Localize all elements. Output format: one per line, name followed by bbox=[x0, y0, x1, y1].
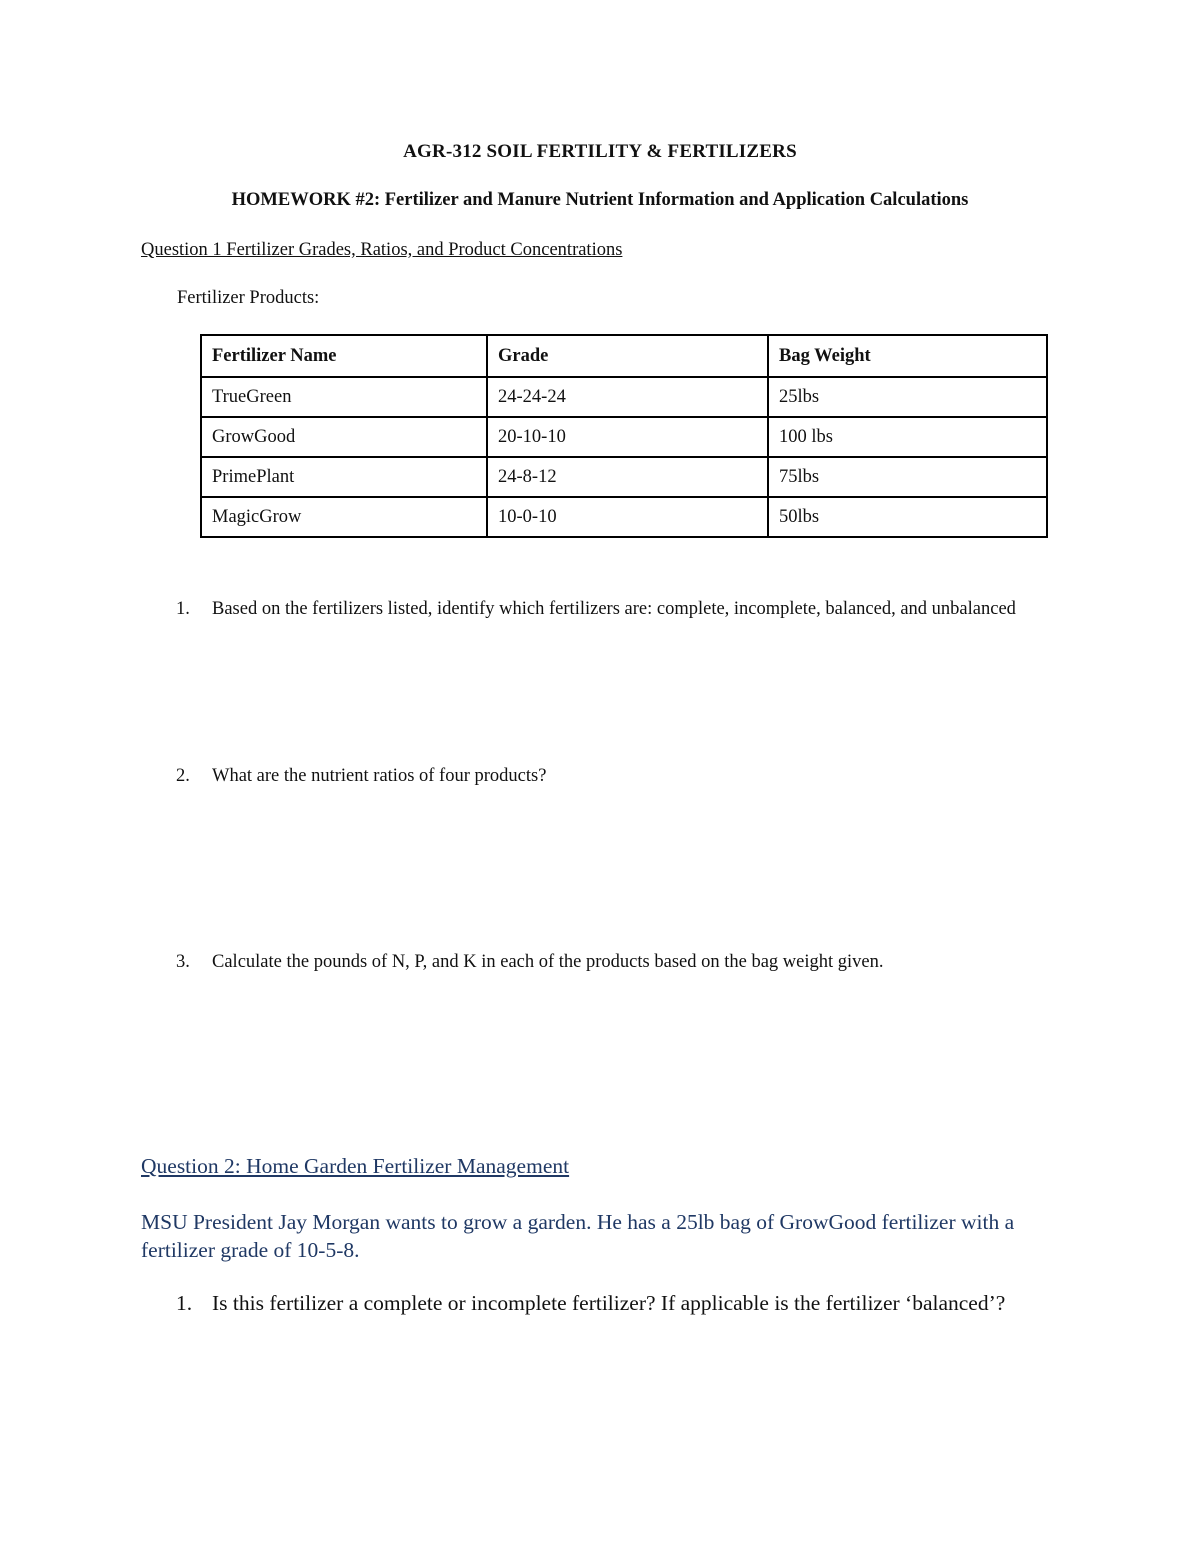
fertilizer-products-table bbox=[200, 334, 1048, 538]
cell-grade: 10-0-10 bbox=[487, 497, 768, 537]
cell-bag-weight: 100 lbs bbox=[768, 417, 1047, 457]
cell-bag-weight: 50lbs bbox=[768, 497, 1047, 537]
cell-grade: 24-24-24 bbox=[487, 377, 768, 417]
fertilizer-products-label: Fertilizer Products: bbox=[177, 288, 320, 308]
item-number: 1. bbox=[176, 599, 190, 619]
item-text: Based on the fertilizers listed, identify which fertilizers are: complete, incomplete, balanced, and unbalanced bbox=[212, 599, 1016, 619]
question1-item-2 bbox=[141, 763, 1061, 790]
column-header-grade: Grade bbox=[487, 335, 768, 377]
item-text: What are the nutrient ratios of four products? bbox=[212, 766, 547, 786]
cell-fertilizer-name: PrimePlant bbox=[201, 457, 487, 497]
table-row bbox=[201, 377, 1047, 417]
question2-heading: Question 2: Home Garden Fertilizer Management bbox=[141, 1154, 570, 1178]
table-header-row bbox=[201, 335, 1047, 377]
cell-grade: 24-8-12 bbox=[487, 457, 768, 497]
cell-fertilizer-name: GrowGood bbox=[201, 417, 487, 457]
cell-fertilizer-name: MagicGrow bbox=[201, 497, 487, 537]
document-title: AGR-312 SOIL FERTILITY & FERTILIZERS bbox=[403, 141, 797, 162]
item-number: 2. bbox=[176, 766, 190, 786]
question1-item-1 bbox=[141, 596, 1061, 623]
cell-bag-weight: 25lbs bbox=[768, 377, 1047, 417]
column-header-name: Fertilizer Name bbox=[201, 335, 487, 377]
question1-heading: Question 1 Fertilizer Grades, Ratios, and Product Concentrations bbox=[141, 240, 623, 260]
item-number: 1. bbox=[176, 1291, 193, 1315]
column-header-bag-weight: Bag Weight bbox=[768, 335, 1047, 377]
table-row bbox=[201, 417, 1047, 457]
cell-grade: 20-10-10 bbox=[487, 417, 768, 457]
item-text: Is this fertilizer a complete or incomplete fertilizer? If applicable is the fertilizer ‘balanced’? bbox=[212, 1291, 1006, 1315]
question1-item-3 bbox=[141, 949, 1061, 976]
question2-item-1 bbox=[141, 1289, 1061, 1317]
table-row bbox=[201, 497, 1047, 537]
question2-scenario: MSU President Jay Morgan wants to grow a garden. He has a 25lb bag of GrowGood fertilizer with a fertilizer grade of 10-5-8. bbox=[141, 1210, 1015, 1262]
homework-subtitle: HOMEWORK #2: Fertilizer and Manure Nutrient Information and Application Calculations bbox=[231, 190, 969, 210]
table-row bbox=[201, 457, 1047, 497]
item-number: 3. bbox=[176, 952, 190, 972]
cell-fertilizer-name: TrueGreen bbox=[201, 377, 487, 417]
cell-bag-weight: 75lbs bbox=[768, 457, 1047, 497]
item-text: Calculate the pounds of N, P, and K in each of the products based on the bag weight given. bbox=[212, 952, 884, 972]
